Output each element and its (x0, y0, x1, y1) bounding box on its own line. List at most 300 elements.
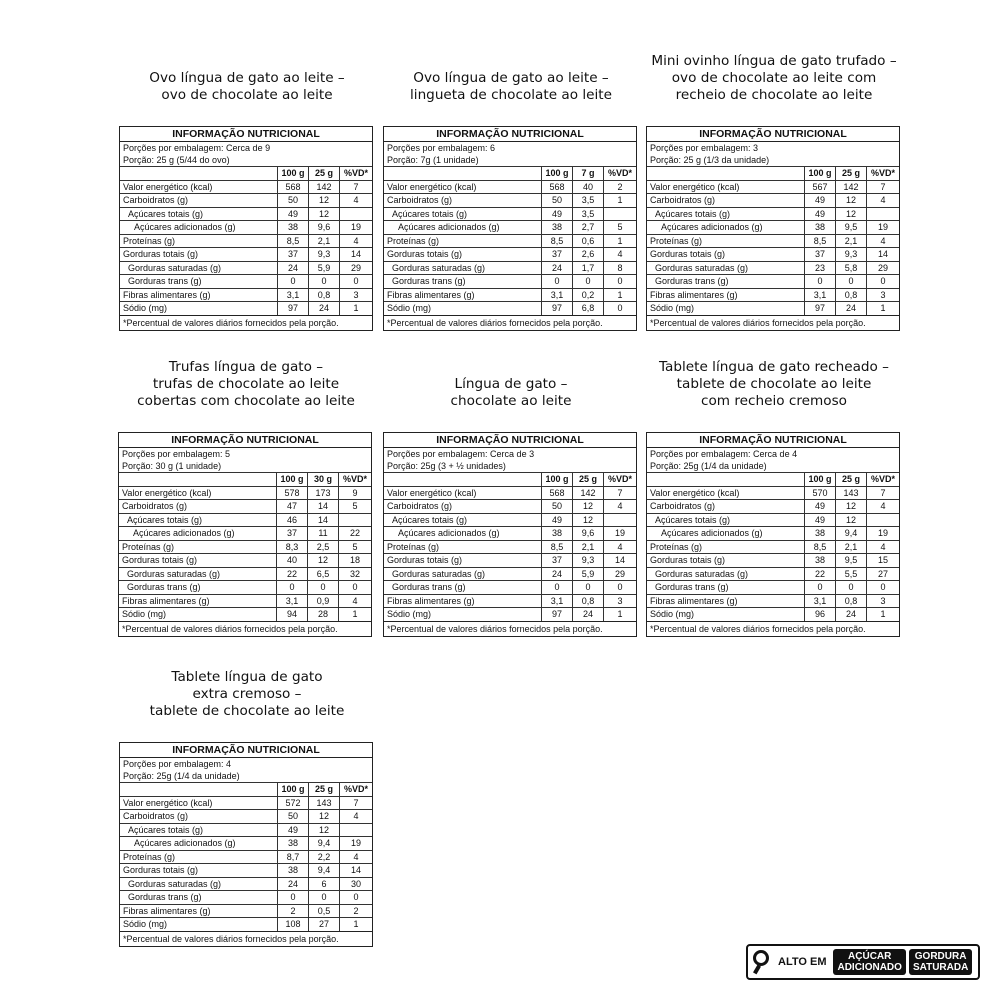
nutrient-row (120, 193, 372, 207)
nutrition-table (118, 432, 372, 637)
nutrient-value: 0 (307, 581, 338, 594)
nutrient-value: 1 (339, 302, 372, 315)
nutrient-label: Carboidratos (g) (650, 195, 716, 205)
nutrient-label: Açúcares adicionados (g) (398, 222, 500, 232)
nutrient-value: 12 (835, 194, 866, 207)
product-block (383, 48, 639, 328)
nutrient-value: 49 (541, 514, 572, 527)
nutrient-value: 2,1 (572, 541, 603, 554)
nutrient-value: 142 (835, 181, 866, 194)
nutrient-label: Gorduras totais (g) (650, 249, 726, 259)
nutrient-label: Gorduras totais (g) (387, 555, 463, 565)
nutrient-value: 0 (603, 581, 636, 594)
nutrient-label: Proteínas (g) (387, 235, 440, 246)
nutrient-value: 19 (339, 837, 372, 850)
product-title (646, 48, 902, 104)
nutrient-value: 0 (308, 891, 339, 904)
product-block (383, 354, 639, 634)
nutrient-value: 12 (308, 810, 339, 823)
nutrient-row (647, 180, 899, 194)
nutrient-value: 568 (541, 181, 572, 194)
nutrient-value: 37 (541, 248, 572, 261)
nutrient-row (384, 526, 636, 540)
nutrient-value: 5,9 (572, 568, 603, 581)
nutrient-row (384, 234, 636, 248)
nutrient-row (119, 526, 371, 540)
nutrient-value: 3 (339, 289, 372, 302)
product-title-line: Tablete língua de gato recheado – (659, 359, 889, 375)
nutrient-row (119, 513, 371, 527)
nutrition-footnote: *Percentual de valores diários fornecidos pela porção. (120, 931, 372, 946)
nutrient-row (120, 917, 372, 931)
nutrient-value: 38 (804, 221, 835, 234)
column-header: 100 g (541, 473, 572, 486)
nutrient-value: 97 (804, 302, 835, 315)
nutrition-table-header: INFORMAÇÃO NUTRICIONAL (384, 127, 636, 142)
nutrition-table (383, 432, 637, 637)
nutrient-value: 50 (277, 810, 308, 823)
nutrient-value: 49 (541, 208, 572, 221)
nutrient-label: Sódio (mg) (122, 609, 167, 619)
nutrient-value: 4 (603, 500, 636, 513)
nutrient-value: 23 (804, 262, 835, 275)
nutrient-label: Carboidratos (g) (387, 501, 453, 511)
product-title-line: ovo de chocolate ao leite (161, 87, 333, 103)
nutrient-value: 14 (307, 514, 338, 527)
nutrient-row (384, 261, 636, 275)
column-header: 100 g (276, 473, 307, 486)
nutrient-value: 4 (866, 500, 899, 513)
nutrient-value: 12 (835, 514, 866, 527)
nutrient-row (647, 207, 899, 221)
nutrient-value: 27 (866, 568, 899, 581)
nutrient-value: 37 (541, 554, 572, 567)
nutrient-value: 0 (835, 275, 866, 288)
column-header: 100 g (541, 167, 572, 180)
nutrient-label: Carboidratos (g) (123, 195, 189, 205)
nutrient-row (384, 486, 636, 500)
nutrient-label: Gorduras trans (g) (392, 276, 466, 286)
product-title-line: cobertas com chocolate ao leite (137, 393, 355, 409)
nutrient-row (384, 567, 636, 581)
nutrient-label: Fibras alimentares (g) (387, 595, 475, 606)
nutrient-row (647, 607, 899, 621)
nutrient-value: 0 (277, 275, 308, 288)
nutrient-value: 24 (541, 568, 572, 581)
product-title-line: trufas de chocolate ao leite (152, 376, 340, 392)
nutrition-column-headers (120, 782, 372, 796)
nutrient-value: 24 (572, 608, 603, 621)
nutrient-value: 9,5 (835, 221, 866, 234)
nutrient-row (119, 486, 371, 500)
nutrient-label: Açúcares totais (g) (392, 208, 468, 219)
nutrient-value: 1 (603, 289, 636, 302)
nutrient-row (119, 567, 371, 581)
nutrient-value (866, 514, 899, 527)
nutrient-row (647, 540, 899, 554)
servings-per-package: Porções por embalagem: 4 (123, 759, 232, 769)
nutrient-value: 22 (804, 568, 835, 581)
nutrient-value: 94 (276, 608, 307, 621)
nutrient-value: 15 (866, 554, 899, 567)
nutrient-row (120, 863, 372, 877)
nutrition-footnote: *Percentual de valores diários fornecidos pela porção. (120, 315, 372, 330)
product-title-line: Trufas língua de gato – (168, 359, 324, 375)
nutrient-label: Açúcares totais (g) (655, 208, 731, 219)
nutrition-column-headers (384, 472, 636, 486)
nutrient-row (647, 499, 899, 513)
nutrient-value: 4 (339, 851, 372, 864)
nutrient-value: 37 (276, 527, 307, 540)
nutrient-value: 9,6 (572, 527, 603, 540)
nutrition-table-header: INFORMAÇÃO NUTRICIONAL (120, 127, 372, 142)
nutrient-value: 0 (866, 581, 899, 594)
nutrient-value: 19 (339, 221, 372, 234)
nutrient-value (866, 208, 899, 221)
nutrient-value: 4 (866, 235, 899, 248)
nutrient-row (384, 301, 636, 315)
magnifier-icon (752, 950, 776, 974)
nutrient-value: 14 (603, 554, 636, 567)
nutrition-table (119, 126, 373, 331)
nutrient-row (119, 580, 371, 594)
nutrient-label: Gorduras trans (g) (655, 276, 729, 286)
nutrient-value: 1 (339, 918, 372, 931)
nutrient-value: 3 (866, 289, 899, 302)
nutrient-value: 28 (307, 608, 338, 621)
nutrient-value: 24 (541, 262, 572, 275)
nutrient-row (120, 207, 372, 221)
nutrient-row (384, 220, 636, 234)
nutrient-label: Fibras alimentares (g) (387, 289, 475, 300)
product-block (119, 664, 375, 944)
nutrient-row (119, 607, 371, 621)
nutrient-value: 0 (339, 891, 372, 904)
nutrient-label: Gorduras saturadas (g) (392, 568, 486, 579)
nutrient-row (384, 540, 636, 554)
nutrient-label: Fibras alimentares (g) (650, 595, 738, 606)
nutrient-label: Valor energético (kcal) (123, 797, 213, 808)
nutrient-row (384, 180, 636, 194)
product-title-line: Ovo língua de gato ao leite – (413, 70, 609, 86)
nutrient-value: 8,5 (804, 235, 835, 248)
nutrient-value: 38 (541, 527, 572, 540)
nutrient-value: 22 (338, 527, 371, 540)
servings-per-package: Porções por embalagem: 3 (650, 143, 759, 153)
product-block (646, 48, 902, 328)
nutrient-value: 12 (835, 500, 866, 513)
nutrient-value: 3,1 (541, 595, 572, 608)
nutrition-table-header: INFORMAÇÃO NUTRICIONAL (384, 433, 636, 448)
nutrient-row (647, 553, 899, 567)
nutrient-row (120, 877, 372, 891)
nutrient-row (120, 904, 372, 918)
nutrient-value: 578 (276, 487, 307, 500)
column-header: 100 g (804, 167, 835, 180)
nutrient-row (119, 540, 371, 554)
nutrient-value: 4 (339, 194, 372, 207)
nutrient-value: 24 (835, 608, 866, 621)
nutrient-value: 2,2 (308, 851, 339, 864)
nutrient-row (384, 513, 636, 527)
nutrient-value: 29 (603, 568, 636, 581)
nutrient-value: 568 (541, 487, 572, 500)
column-header: 100 g (804, 473, 835, 486)
portion-size: Porção: 25 g (5/44 do ovo) (123, 155, 230, 165)
nutrient-value: 3 (866, 595, 899, 608)
nutrient-value: 18 (338, 554, 371, 567)
nutrient-value: 7 (866, 181, 899, 194)
nutrient-value: 12 (572, 514, 603, 527)
nutrient-row (120, 796, 372, 810)
nutrient-value: 19 (603, 527, 636, 540)
nutrient-value: 0,8 (572, 595, 603, 608)
nutrient-row (120, 261, 372, 275)
nutrient-label: Gorduras saturadas (g) (655, 262, 749, 273)
nutrient-value: 0 (308, 275, 339, 288)
nutrient-value: 19 (866, 221, 899, 234)
nutrient-row (647, 580, 899, 594)
nutrient-value: 5,9 (308, 262, 339, 275)
nutrient-row (647, 234, 899, 248)
nutrient-label: Gorduras totais (g) (650, 555, 726, 565)
nutrient-label: Valor energético (kcal) (650, 487, 740, 498)
nutrient-value: 24 (277, 878, 308, 891)
nutrient-label: Gorduras saturadas (g) (128, 262, 222, 273)
nutrient-value: 5 (603, 221, 636, 234)
nutrition-footnote: *Percentual de valores diários fornecidos pela porção. (384, 315, 636, 330)
column-header: %VD* (338, 473, 371, 486)
nutrient-value: 97 (541, 302, 572, 315)
product-title-line: extra cremoso – (192, 686, 302, 702)
nutrient-label: Valor energético (kcal) (650, 181, 740, 192)
servings-per-package: Porções por embalagem: 5 (122, 449, 231, 459)
nutrient-row (120, 823, 372, 837)
nutrient-value: 24 (835, 302, 866, 315)
nutrient-value: 8,5 (541, 235, 572, 248)
nutrient-label: Gorduras saturadas (g) (655, 568, 749, 579)
nutrient-label: Carboidratos (g) (123, 811, 189, 821)
nutrient-value: 3 (603, 595, 636, 608)
nutrient-row (384, 594, 636, 608)
servings-per-package: Porções por embalagem: Cerca de 4 (650, 449, 798, 459)
nutrient-value: 12 (308, 194, 339, 207)
nutrient-value: 143 (835, 487, 866, 500)
nutrition-column-headers (120, 166, 372, 180)
nutrient-value: 38 (277, 221, 308, 234)
nutrient-value: 572 (277, 797, 308, 810)
nutrient-value: 49 (277, 824, 308, 837)
nutrition-table-header: INFORMAÇÃO NUTRICIONAL (119, 433, 371, 448)
nutrient-row (384, 247, 636, 261)
product-title (646, 354, 902, 410)
nutrient-value: 4 (866, 541, 899, 554)
product-block (646, 354, 902, 634)
nutrient-value: 12 (572, 500, 603, 513)
portion-size: Porção: 25g (3 + ½ unidades) (387, 461, 506, 471)
nutrient-value (603, 208, 636, 221)
nutrient-row (120, 220, 372, 234)
nutrient-value: 9 (338, 487, 371, 500)
nutrient-label: Açúcares totais (g) (128, 824, 204, 835)
nutrient-label: Fibras alimentares (g) (122, 595, 210, 606)
nutrient-row (119, 594, 371, 608)
column-header: 100 g (277, 167, 308, 180)
nutrient-value: 12 (835, 208, 866, 221)
badge-prefix: ALTO EM (778, 956, 827, 968)
nutrient-label: Gorduras totais (g) (387, 249, 463, 259)
nutrient-value: 29 (339, 262, 372, 275)
product-title-line: tablete de chocolate ao leite (149, 703, 345, 719)
nutrient-value: 9,5 (835, 554, 866, 567)
product-title (383, 48, 639, 104)
nutrient-label: Sódio (mg) (650, 303, 695, 313)
nutrient-value: 0,6 (572, 235, 603, 248)
nutrient-label: Gorduras trans (g) (655, 582, 729, 592)
nutrient-row (119, 499, 371, 513)
nutrient-value: 0,9 (307, 595, 338, 608)
product-title-line: lingueta de chocolate ao leite (410, 87, 612, 103)
nutrient-value: 97 (277, 302, 308, 315)
nutrient-value: 570 (804, 487, 835, 500)
nutrient-value: 8,5 (277, 235, 308, 248)
nutrient-value: 0,8 (308, 289, 339, 302)
nutrient-value: 1 (603, 235, 636, 248)
nutrient-value: 1 (603, 194, 636, 207)
column-header: %VD* (866, 473, 899, 486)
nutrient-value: 49 (804, 194, 835, 207)
nutrient-value: 0 (541, 581, 572, 594)
nutrient-row (120, 850, 372, 864)
nutrient-label: Gorduras saturadas (g) (127, 568, 221, 579)
nutrient-row (647, 247, 899, 261)
nutrient-value: 0 (804, 581, 835, 594)
nutrient-row (120, 234, 372, 248)
nutrition-footnote: *Percentual de valores diários fornecidos pela porção. (119, 621, 371, 636)
badge-saturated-fat: GORDURA SATURADA (909, 949, 972, 975)
nutrient-label: Gorduras trans (g) (392, 582, 466, 592)
product-title (119, 48, 375, 104)
column-header: 25 g (572, 473, 603, 486)
nutrient-value: 46 (276, 514, 307, 527)
nutrient-value: 38 (804, 527, 835, 540)
column-header: %VD* (339, 167, 372, 180)
nutrient-value: 11 (307, 527, 338, 540)
nutrient-row (647, 261, 899, 275)
nutrient-row (120, 247, 372, 261)
column-header: %VD* (603, 473, 636, 486)
nutrient-value: 142 (572, 487, 603, 500)
nutrient-value: 12 (308, 208, 339, 221)
nutrient-value: 49 (804, 514, 835, 527)
nutrient-value: 0,8 (835, 289, 866, 302)
nutrient-value: 9,6 (308, 221, 339, 234)
nutrient-row (647, 193, 899, 207)
nutrient-row (647, 513, 899, 527)
nutrient-label: Açúcares adicionados (g) (661, 222, 763, 232)
nutrient-value (338, 514, 371, 527)
portion-size: Porção: 25g (1/4 da unidade) (650, 461, 767, 471)
nutrient-row (647, 567, 899, 581)
nutrition-table-header: INFORMAÇÃO NUTRICIONAL (647, 433, 899, 448)
nutrient-value: 6,8 (572, 302, 603, 315)
nutrient-row (384, 288, 636, 302)
servings-per-package: Porções por embalagem: Cerca de 9 (123, 143, 271, 153)
nutrient-value: 32 (338, 568, 371, 581)
badge-added-sugar: AÇÚCAR ADICIONADO (833, 949, 905, 975)
nutrient-value: 50 (541, 194, 572, 207)
nutrient-value: 29 (866, 262, 899, 275)
nutrient-value: 9,4 (308, 864, 339, 877)
nutrient-value: 7 (866, 487, 899, 500)
product-title-line: recheio de chocolate ao leite (675, 87, 873, 103)
nutrient-value: 9,3 (835, 248, 866, 261)
nutrient-row (647, 594, 899, 608)
nutrient-value: 0 (276, 581, 307, 594)
nutrient-value: 4 (603, 248, 636, 261)
portion-size: Porção: 25 g (1/3 da unidade) (650, 155, 770, 165)
nutrient-row (384, 193, 636, 207)
nutrient-label: Proteínas (g) (650, 541, 703, 552)
nutrient-value: 5 (338, 500, 371, 513)
nutrient-value: 9,4 (835, 527, 866, 540)
nutrient-value (603, 514, 636, 527)
nutrient-row (647, 301, 899, 315)
nutrient-value: 9,3 (572, 554, 603, 567)
nutrient-label: Gorduras trans (g) (128, 276, 202, 286)
nutrient-value: 8,5 (541, 541, 572, 554)
product-title-line: chocolate ao leite (450, 393, 572, 409)
nutrient-value: 47 (276, 500, 307, 513)
nutrient-value: 2,5 (307, 541, 338, 554)
nutrient-value: 143 (308, 797, 339, 810)
nutrition-footnote: *Percentual de valores diários fornecidos pela porção. (647, 621, 899, 636)
nutrient-label: Sódio (mg) (650, 609, 695, 619)
nutrient-label: Açúcares adicionados (g) (661, 528, 763, 538)
nutrient-value: 0 (277, 891, 308, 904)
nutrient-value: 5,5 (835, 568, 866, 581)
product-title-line: tablete de chocolate ao leite (676, 376, 872, 392)
nutrient-row (647, 288, 899, 302)
nutrient-value: 0 (572, 275, 603, 288)
nutrient-label: Gorduras saturadas (g) (128, 878, 222, 889)
column-header: %VD* (339, 783, 372, 796)
nutrient-value: 0 (338, 581, 371, 594)
nutrient-value: 567 (804, 181, 835, 194)
nutrient-label: Valor energético (kcal) (122, 487, 212, 498)
nutrient-value: 49 (804, 208, 835, 221)
nutrient-value: 40 (276, 554, 307, 567)
nutrient-value: 12 (308, 824, 339, 837)
nutrient-value: 4 (339, 235, 372, 248)
nutrient-value: 2 (277, 905, 308, 918)
nutrient-value: 2,6 (572, 248, 603, 261)
column-header: %VD* (603, 167, 636, 180)
product-block (119, 48, 375, 328)
nutrient-value: 50 (277, 194, 308, 207)
nutrient-label: Proteínas (g) (123, 235, 176, 246)
product-title-line: Língua de gato – (454, 376, 568, 392)
nutrient-row (120, 809, 372, 823)
nutrient-value: 49 (804, 500, 835, 513)
nutrition-table (383, 126, 637, 331)
nutrient-value: 1 (603, 608, 636, 621)
nutrient-value: 3,5 (572, 194, 603, 207)
product-title (383, 354, 639, 410)
nutrition-table-header: INFORMAÇÃO NUTRICIONAL (647, 127, 899, 142)
nutrient-value: 38 (541, 221, 572, 234)
nutrient-value: 49 (277, 208, 308, 221)
